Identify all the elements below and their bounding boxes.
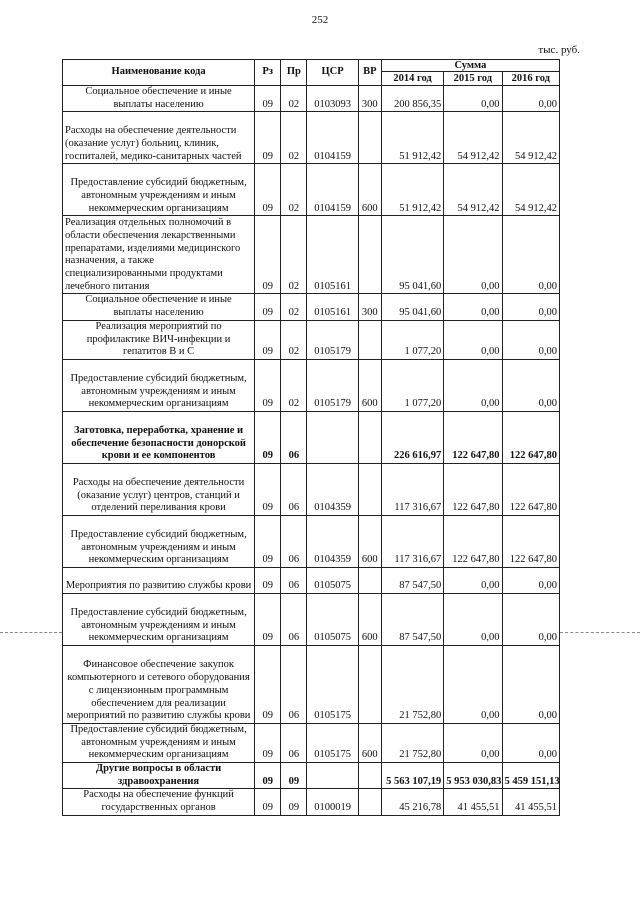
table-row xyxy=(63,463,560,515)
row-sum-2014: 117 316,67 xyxy=(381,515,443,567)
row-rz: 09 xyxy=(255,86,281,112)
row-sum-2015: 0,00 xyxy=(444,294,502,320)
row-sum-2014: 45 216,78 xyxy=(381,789,443,815)
table-row xyxy=(63,294,560,320)
row-csr xyxy=(307,411,358,463)
table-row xyxy=(63,164,560,216)
row-sum-2014: 95 041,60 xyxy=(381,216,443,294)
row-rz: 09 xyxy=(255,723,281,762)
row-pr: 06 xyxy=(281,463,307,515)
row-sum-2014: 51 912,42 xyxy=(381,112,443,164)
row-sum-2014: 95 041,60 xyxy=(381,294,443,320)
table-row xyxy=(63,112,560,164)
row-csr: 0105179 xyxy=(307,359,358,411)
header-pr: Пр xyxy=(281,60,307,86)
row-pr: 06 xyxy=(281,723,307,762)
row-name: Предоставление субсидий бюджетным, автономным учреждениям и иным некоммерческим организациям xyxy=(63,723,255,762)
row-pr: 02 xyxy=(281,359,307,411)
row-pr: 06 xyxy=(281,411,307,463)
row-name: Расходы на обеспечение деятельности (оказание услуг) больниц, клиник, госпиталей, медико-санитарных частей xyxy=(63,112,255,164)
row-sum-2015: 41 455,51 xyxy=(444,789,502,815)
row-sum-2016: 122 647,80 xyxy=(502,515,559,567)
row-sum-2015: 0,00 xyxy=(444,593,502,645)
row-pr: 02 xyxy=(281,112,307,164)
row-name: Социальное обеспечение и иные выплаты населению xyxy=(63,294,255,320)
row-sum-2016: 0,00 xyxy=(502,723,559,762)
row-sum-2016: 0,00 xyxy=(502,294,559,320)
row-name: Заготовка, переработка, хранение и обеспечение безопасности донорской крови и ее компонентов xyxy=(63,411,255,463)
row-vr xyxy=(358,112,381,164)
row-csr: 0105161 xyxy=(307,216,358,294)
row-sum-2014: 51 912,42 xyxy=(381,164,443,216)
budget-table xyxy=(62,59,560,816)
row-sum-2016: 54 912,42 xyxy=(502,112,559,164)
row-vr xyxy=(358,645,381,723)
row-rz: 09 xyxy=(255,515,281,567)
row-pr: 09 xyxy=(281,789,307,815)
row-sum-2014: 1 077,20 xyxy=(381,359,443,411)
header-sum: Сумма xyxy=(381,60,559,72)
row-csr xyxy=(307,763,358,789)
row-sum-2014: 200 856,35 xyxy=(381,86,443,112)
row-rz: 09 xyxy=(255,320,281,359)
row-csr: 0105175 xyxy=(307,723,358,762)
row-vr: 600 xyxy=(358,723,381,762)
table-row xyxy=(63,567,560,593)
row-vr: 300 xyxy=(358,86,381,112)
row-rz: 09 xyxy=(255,164,281,216)
row-vr xyxy=(358,320,381,359)
row-vr: 600 xyxy=(358,593,381,645)
row-pr: 06 xyxy=(281,593,307,645)
row-rz: 09 xyxy=(255,567,281,593)
row-vr xyxy=(358,216,381,294)
row-sum-2015: 0,00 xyxy=(444,645,502,723)
row-sum-2015: 0,00 xyxy=(444,216,502,294)
row-csr: 0105075 xyxy=(307,593,358,645)
row-name: Предоставление субсидий бюджетным, автономным учреждениям и иным некоммерческим организациям xyxy=(63,593,255,645)
row-rz: 09 xyxy=(255,216,281,294)
row-csr: 0100019 xyxy=(307,789,358,815)
row-rz: 09 xyxy=(255,463,281,515)
row-vr: 600 xyxy=(358,164,381,216)
scan-dashed-line-right xyxy=(560,632,640,633)
row-pr: 02 xyxy=(281,216,307,294)
row-sum-2014: 87 547,50 xyxy=(381,593,443,645)
table-row xyxy=(63,789,560,815)
row-vr xyxy=(358,567,381,593)
row-sum-2015: 0,00 xyxy=(444,320,502,359)
row-sum-2015: 54 912,42 xyxy=(444,164,502,216)
table-row xyxy=(63,723,560,762)
table-row xyxy=(63,515,560,567)
row-sum-2014: 1 077,20 xyxy=(381,320,443,359)
row-sum-2015: 122 647,80 xyxy=(444,463,502,515)
row-csr: 0105175 xyxy=(307,645,358,723)
row-pr: 02 xyxy=(281,86,307,112)
row-sum-2015: 54 912,42 xyxy=(444,112,502,164)
row-sum-2014: 21 752,80 xyxy=(381,645,443,723)
row-csr: 0103093 xyxy=(307,86,358,112)
row-sum-2016: 0,00 xyxy=(502,593,559,645)
row-rz: 09 xyxy=(255,593,281,645)
row-name: Предоставление субсидий бюджетным, автономным учреждениям и иным некоммерческим организациям xyxy=(63,164,255,216)
row-csr: 0105179 xyxy=(307,320,358,359)
row-sum-2016: 0,00 xyxy=(502,216,559,294)
row-rz: 09 xyxy=(255,112,281,164)
table-row xyxy=(63,593,560,645)
header-vr: ВР xyxy=(358,60,381,86)
row-name: Предоставление субсидий бюджетным, автономным учреждениям и иным некоммерческим организациям xyxy=(63,515,255,567)
row-sum-2016: 54 912,42 xyxy=(502,164,559,216)
row-sum-2014: 226 616,97 xyxy=(381,411,443,463)
row-vr xyxy=(358,763,381,789)
row-sum-2016: 0,00 xyxy=(502,86,559,112)
row-sum-2014: 117 316,67 xyxy=(381,463,443,515)
row-sum-2015: 122 647,80 xyxy=(444,515,502,567)
row-csr: 0105161 xyxy=(307,294,358,320)
row-vr xyxy=(358,463,381,515)
row-name: Расходы на обеспечение деятельности (оказание услуг) центров, станций и отделений переливания крови xyxy=(63,463,255,515)
row-pr: 06 xyxy=(281,515,307,567)
row-sum-2016: 41 455,51 xyxy=(502,789,559,815)
row-sum-2015: 0,00 xyxy=(444,723,502,762)
row-pr: 06 xyxy=(281,567,307,593)
header-2015: 2015 год xyxy=(444,72,502,86)
row-pr: 06 xyxy=(281,645,307,723)
row-name: Социальное обеспечение и иные выплаты населению xyxy=(63,86,255,112)
row-rz: 09 xyxy=(255,645,281,723)
row-sum-2016: 0,00 xyxy=(502,645,559,723)
row-sum-2014: 5 563 107,19 xyxy=(381,763,443,789)
header-2014: 2014 год xyxy=(381,72,443,86)
row-sum-2014: 21 752,80 xyxy=(381,723,443,762)
row-vr: 600 xyxy=(358,359,381,411)
row-vr xyxy=(358,789,381,815)
row-sum-2016: 0,00 xyxy=(502,567,559,593)
table-row xyxy=(63,320,560,359)
table-row xyxy=(63,216,560,294)
row-sum-2015: 5 953 030,83 xyxy=(444,763,502,789)
table-row xyxy=(63,86,560,112)
row-rz: 09 xyxy=(255,359,281,411)
header-rz: Рз xyxy=(255,60,281,86)
row-pr: 02 xyxy=(281,164,307,216)
row-csr: 0104359 xyxy=(307,515,358,567)
header-name: Наименование кода xyxy=(63,60,255,86)
row-sum-2015: 0,00 xyxy=(444,86,502,112)
row-pr: 09 xyxy=(281,763,307,789)
table-row xyxy=(63,411,560,463)
row-sum-2015: 122 647,80 xyxy=(444,411,502,463)
table-body xyxy=(63,86,560,816)
row-sum-2014: 87 547,50 xyxy=(381,567,443,593)
row-vr: 600 xyxy=(358,515,381,567)
row-rz: 09 xyxy=(255,411,281,463)
row-sum-2016: 5 459 151,13 xyxy=(502,763,559,789)
row-vr: 300 xyxy=(358,294,381,320)
row-sum-2015: 0,00 xyxy=(444,359,502,411)
table-row xyxy=(63,645,560,723)
row-name: Финансовое обеспечение закупок компьютерного и сетевого оборудования с лицензионным программным обеспечением для реализации мероприятий по развитию службы крови xyxy=(63,645,255,723)
table-row xyxy=(63,763,560,789)
row-name: Расходы на обеспечение функций государственных органов xyxy=(63,789,255,815)
row-sum-2016: 122 647,80 xyxy=(502,411,559,463)
row-name: Другие вопросы в области здравоохранения xyxy=(63,763,255,789)
row-name: Реализация отдельных полномочий в области обеспечения лекарственными препаратами, изделиями медицинского назначения, а также специализированными продуктами лечебного питания xyxy=(63,216,255,294)
table-row xyxy=(63,359,560,411)
row-sum-2016: 122 647,80 xyxy=(502,463,559,515)
row-pr: 02 xyxy=(281,320,307,359)
row-csr: 0105075 xyxy=(307,567,358,593)
row-vr xyxy=(358,411,381,463)
row-sum-2016: 0,00 xyxy=(502,359,559,411)
row-name: Реализация мероприятий по профилактике ВИЧ-инфекции и гепатитов B и C xyxy=(63,320,255,359)
row-rz: 09 xyxy=(255,763,281,789)
row-rz: 09 xyxy=(255,294,281,320)
row-csr: 0104159 xyxy=(307,112,358,164)
header-csr: ЦСР xyxy=(307,60,358,86)
header-2016: 2016 год xyxy=(502,72,559,86)
page-number: 252 xyxy=(311,14,329,26)
row-sum-2015: 0,00 xyxy=(444,567,502,593)
units-label: тыс. руб. xyxy=(538,44,580,56)
row-rz: 09 xyxy=(255,789,281,815)
scan-dashed-line-left xyxy=(0,632,62,633)
row-name: Предоставление субсидий бюджетным, автономным учреждениям и иным некоммерческим организациям xyxy=(63,359,255,411)
row-name: Мероприятия по развитию службы крови xyxy=(63,567,255,593)
row-csr: 0104359 xyxy=(307,463,358,515)
row-pr: 02 xyxy=(281,294,307,320)
row-csr: 0104159 xyxy=(307,164,358,216)
row-sum-2016: 0,00 xyxy=(502,320,559,359)
